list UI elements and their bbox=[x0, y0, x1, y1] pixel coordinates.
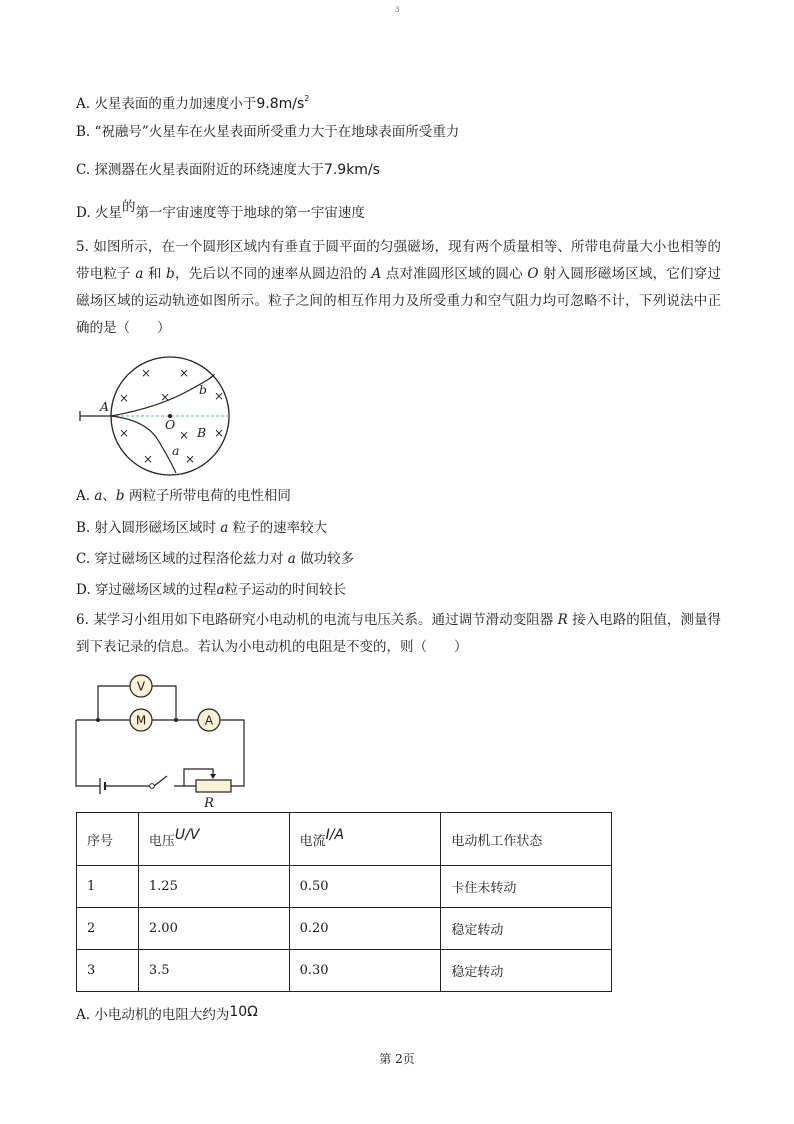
label-b: b bbox=[199, 382, 208, 397]
ammeter-label: A bbox=[204, 713, 214, 728]
q4-option-d-text-b: 的 bbox=[121, 199, 136, 215]
table-cell: 1 bbox=[77, 866, 139, 908]
circuit-diagram bbox=[74, 674, 254, 810]
q4-option-b: B. “祝融号”火星车在火星表面所受重力大于在地球表面所受重力 bbox=[76, 124, 460, 140]
cross-mark: × bbox=[140, 366, 152, 380]
q4-option-d-text-a: D. 火星 bbox=[76, 205, 122, 221]
table-row bbox=[77, 908, 612, 950]
table-cell: 0.30 bbox=[289, 950, 441, 992]
label-A: A bbox=[100, 399, 110, 414]
cross-mark: × bbox=[178, 366, 190, 380]
table-cell: 稳定转动 bbox=[441, 950, 612, 992]
q4-option-d bbox=[76, 199, 365, 223]
q4-option-c-text: C. 探测器在火星表面附近的环绕速度大于 bbox=[76, 162, 324, 178]
q5-option-b: B. 射入圆形磁场区域时 a 粒子的速率较大 bbox=[76, 520, 328, 536]
table-cell: 卡住未转动 bbox=[441, 866, 612, 908]
q5-option-c: C. 穿过磁场区域的过程洛伦兹力对 a 做功较多 bbox=[76, 551, 355, 567]
slider-arrow bbox=[210, 774, 216, 779]
table-cell: 3 bbox=[77, 950, 139, 992]
cross-mark: × bbox=[142, 452, 154, 466]
table-cell: 2.00 bbox=[138, 908, 289, 950]
q6-option-a-math: 10Ω bbox=[229, 1004, 258, 1020]
label-a: a bbox=[172, 443, 180, 458]
header-index: 序号 bbox=[77, 813, 139, 866]
header-current: 电流I/A bbox=[289, 813, 441, 866]
wire bbox=[98, 686, 130, 720]
cross-mark: × bbox=[213, 389, 225, 403]
page-marker: 3 bbox=[395, 6, 400, 14]
switch-contact bbox=[150, 784, 155, 789]
table-cell: 稳定转动 bbox=[441, 908, 612, 950]
rheostat-body bbox=[196, 780, 231, 792]
table-row bbox=[77, 950, 612, 992]
q5-option-d: D. 穿过磁场区域的过程a粒子运动的时间较长 bbox=[76, 582, 346, 598]
table-cell: 0.50 bbox=[289, 866, 441, 908]
junction-dot bbox=[174, 718, 178, 722]
q6-stem: 6. 某学习小组用如下电路研究小电动机的电流与电压关系。通过调节滑动变阻器 R 接入电路的阻值，测量得到下表记录的信息。若认为小电动机的电阻是不变的，则（ ） bbox=[76, 612, 722, 655]
label-B: B bbox=[197, 425, 207, 440]
magnetic-field-figure bbox=[76, 356, 256, 478]
switch-blade bbox=[154, 776, 167, 786]
q4-option-c-math: 7.9km/s bbox=[323, 162, 380, 178]
motor-label: M bbox=[135, 713, 147, 728]
cross-mark: × bbox=[178, 428, 190, 442]
wire bbox=[152, 686, 176, 720]
header-voltage: 电压U/V bbox=[138, 813, 289, 866]
table-cell: 2 bbox=[77, 908, 139, 950]
cross-mark: × bbox=[184, 452, 196, 466]
wire bbox=[220, 720, 244, 786]
cross-mark: × bbox=[118, 391, 130, 405]
q4-option-a-text: A. 火星表面的重力加速度小于 bbox=[76, 96, 257, 112]
cross-mark: × bbox=[159, 390, 171, 404]
voltmeter-label: V bbox=[136, 679, 146, 694]
label-O: O bbox=[165, 417, 176, 432]
q5-option-a: A. a、b 两粒子所带电荷的电性相同 bbox=[76, 488, 291, 504]
table-cell: 3.5 bbox=[138, 950, 289, 992]
table-header-row bbox=[77, 813, 612, 866]
header-motor-state: 电动机工作状态 bbox=[441, 813, 612, 866]
junction-dot bbox=[96, 718, 100, 722]
q4-option-a-math: $9.8m/s^2$ bbox=[256, 94, 310, 112]
q4-option-d-text-c: 第一宇宙速度等于地球的第一宇宙速度 bbox=[135, 205, 365, 221]
page-footer: 第 2页 bbox=[379, 1052, 415, 1066]
rheostat-label: R bbox=[204, 796, 214, 810]
q4-option-c bbox=[76, 160, 380, 180]
table-row bbox=[77, 866, 612, 908]
q6-option-a-text: A. 小电动机的电阻大约为 bbox=[76, 1007, 230, 1023]
q6-option-a bbox=[76, 1005, 258, 1025]
table-cell: 0.20 bbox=[289, 908, 441, 950]
cross-mark: × bbox=[118, 426, 130, 440]
wire bbox=[76, 720, 100, 786]
q5-stem: 5. 如图所示，在一个圆形区域内有垂直于圆平面的匀强磁场，现有两个质量相等、所带电荷量大小也相等的带电粒子 a 和 b，先后以不同的速率从圆边沿的 A 点对准圆形区域的圆心 O 射入圆形磁场区域，它们穿过磁场区域的运动轨迹如图所示。粒子之间的相互作用力及所受重力和空气阻力均可忽略不计，下列说法中正确的是（ ） bbox=[76, 239, 721, 336]
cross-mark: × bbox=[213, 426, 225, 440]
data-table bbox=[76, 812, 612, 992]
table-cell: 1.25 bbox=[138, 866, 289, 908]
q4-option-a bbox=[76, 89, 309, 114]
